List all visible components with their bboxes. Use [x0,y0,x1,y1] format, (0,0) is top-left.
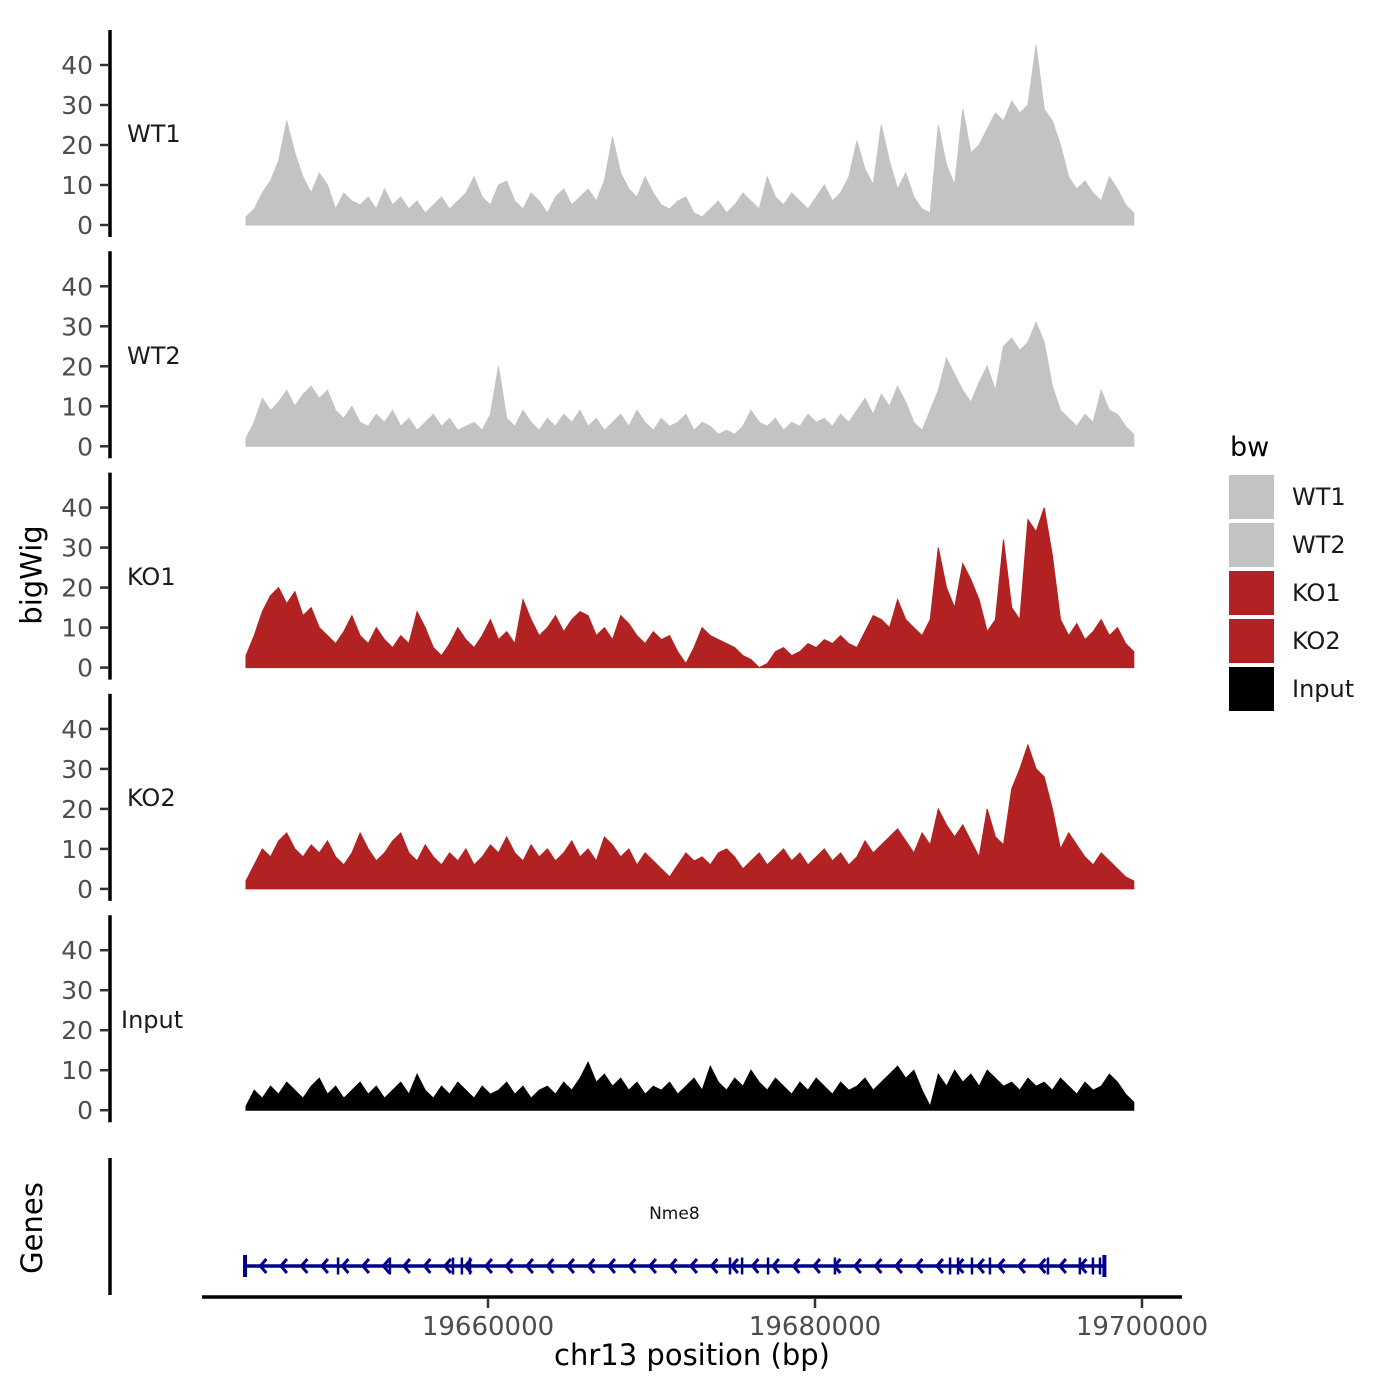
legend-label-wt1: WT1 [1292,483,1346,511]
genes-axis-title: Genes [15,1181,49,1274]
y-tick-label: 20 [61,352,93,382]
y-tick-label: 20 [61,131,93,160]
track-label-ko1: KO1 [127,563,176,591]
legend-item-wt2 [1229,523,1354,567]
legend-label-ko2: KO2 [1292,627,1341,655]
track-label-input: Input [121,1006,184,1034]
legend-title: bw [1230,432,1270,463]
y-tick-label: 0 [77,874,93,904]
legend-label-wt2: WT2 [1292,531,1346,559]
y-tick-label: 30 [61,976,93,1006]
legend-swatch-ko1 [1229,571,1274,615]
legend-item-ko2 [1229,619,1354,663]
legend-label-ko1: KO1 [1292,579,1341,607]
legend-label-input: Input [1292,675,1355,703]
y-tick-label: 20 [61,794,93,824]
y-axis-title-wrap [10,440,54,710]
y-tick-label: 40 [61,714,93,744]
track-label-ko2: KO2 [127,784,176,812]
x-tick-label: 19680000 [748,1312,882,1342]
y-tick-label: 40 [61,936,93,966]
coverage-area-ko1 [246,508,1134,668]
y-tick-label: 30 [61,533,93,563]
y-tick-label: 10 [61,834,93,864]
legend-swatch-wt1 [1229,475,1274,519]
x-tick-label: 19660000 [421,1312,555,1342]
y-tick-label: 30 [61,312,93,342]
y-tick-label: 0 [77,653,93,683]
y-tick-label: 20 [61,1016,93,1046]
coverage-area-ko2 [246,745,1134,889]
track-label-wt1: WT1 [127,120,181,148]
y-tick-label: 30 [61,754,93,784]
gene-name-label: Nme8 [649,1204,700,1224]
x-tick-label: 19700000 [1075,1312,1209,1342]
x-axis-title: chr13 position (bp) [554,1338,830,1372]
legend-swatch-input [1229,667,1274,711]
y-tick-label: 10 [61,1056,93,1086]
y-tick-label: 30 [61,91,93,120]
y-tick-label: 10 [61,171,93,200]
legend-item-wt1 [1229,475,1354,519]
legend-swatch-ko2 [1229,619,1274,663]
legend-item-input [1229,667,1354,711]
y-tick-label: 0 [77,432,93,462]
coverage-area-wt1 [246,45,1134,225]
y-tick-label: 10 [61,613,93,643]
y-tick-label: 10 [61,392,93,422]
y-tick-label: 40 [61,51,93,80]
coverage-area-input [246,1062,1134,1110]
legend-item-ko1 [1229,571,1354,615]
legend-swatch-wt2 [1229,523,1274,567]
track-label-wt2: WT2 [127,342,181,370]
legend [1229,432,1354,715]
y-tick-label: 0 [77,1096,93,1126]
genes-axis-title-wrap [10,1150,54,1305]
coverage-area-wt2 [246,322,1134,446]
y-tick-label: 40 [61,272,93,302]
y-tick-label: 0 [77,211,93,240]
y-tick-label: 40 [61,493,93,523]
y-tick-label: 20 [61,573,93,603]
y-axis-title: bigWig [15,525,50,625]
